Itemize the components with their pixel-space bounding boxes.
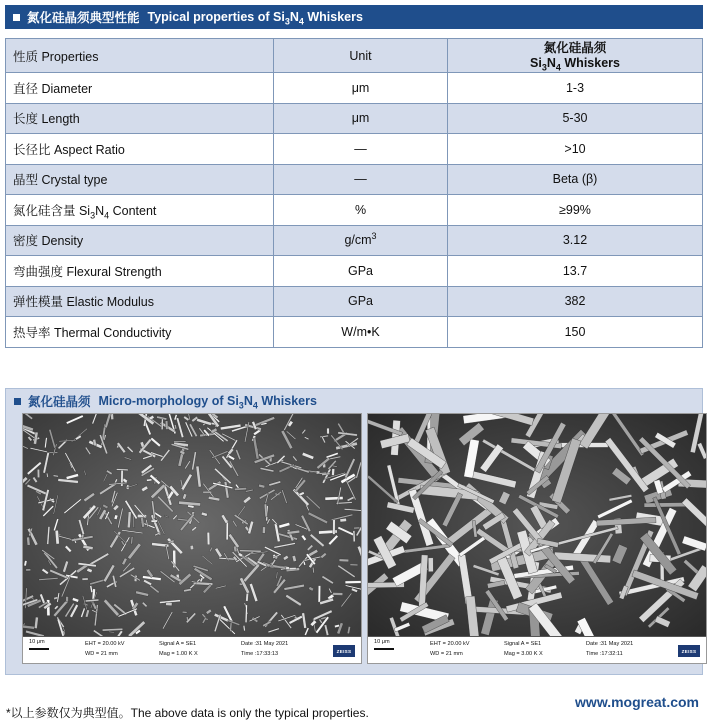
sem-info-bar bbox=[368, 636, 706, 663]
whisker-crystal bbox=[182, 611, 187, 613]
section-title-cn: 氮化硅晶须 bbox=[28, 395, 91, 409]
whisker-crystal bbox=[82, 578, 88, 581]
properties-section-header bbox=[5, 5, 703, 29]
section-title-cn: 氮化硅晶须典型性能 bbox=[27, 11, 140, 25]
table-row bbox=[6, 195, 703, 226]
header-property: 性质 Properties bbox=[6, 39, 274, 73]
square-bullet-icon bbox=[13, 14, 20, 21]
whisker-crystal bbox=[333, 520, 336, 535]
whisker-crystal bbox=[333, 592, 343, 595]
whisker-crystal bbox=[190, 545, 194, 549]
eht-label: EHT = 20.00 kV bbox=[430, 641, 470, 647]
whisker-crystal bbox=[345, 581, 361, 584]
sem-image-low-mag bbox=[22, 413, 362, 664]
square-bullet-icon bbox=[14, 398, 21, 405]
row-property: 热导率 Thermal Conductivity bbox=[6, 317, 274, 348]
row-unit: GPa bbox=[274, 256, 448, 287]
signal-label: Signal A = SE1 bbox=[504, 641, 542, 647]
header-product: 氮化硅晶须 $Si_3N_4$ Whiskers bbox=[448, 39, 703, 73]
date-label: Date :31 May 2021 bbox=[586, 641, 634, 647]
row-unit: μm bbox=[274, 103, 448, 134]
row-value: 5-30 bbox=[448, 103, 703, 134]
eht-label: EHT = 20.00 kV bbox=[85, 641, 125, 647]
whisker-crystal bbox=[161, 419, 163, 430]
whisker-crystal bbox=[203, 492, 212, 493]
row-property: 晶型 Crystal type bbox=[6, 164, 274, 195]
mag-label: Mag = 1.00 K X bbox=[159, 651, 198, 657]
row-unit: % bbox=[274, 195, 448, 226]
zeiss-logo: ZEISS bbox=[333, 645, 355, 657]
whisker-crystal bbox=[165, 421, 168, 430]
row-value: Beta (β) bbox=[448, 164, 703, 195]
scale-bar bbox=[29, 648, 49, 650]
table-row bbox=[6, 286, 703, 317]
wd-label: WD = 21 mm bbox=[85, 651, 118, 657]
whisker-crystal bbox=[37, 469, 39, 477]
whisker-crystal bbox=[66, 597, 69, 602]
time-label: Time :17:32:11 bbox=[586, 651, 623, 657]
row-property: 长度 Length bbox=[6, 103, 274, 134]
table-row bbox=[6, 317, 703, 348]
row-value: 382 bbox=[448, 286, 703, 317]
table-row bbox=[6, 164, 703, 195]
whisker-crystal bbox=[428, 558, 433, 572]
whisker-crystal bbox=[327, 428, 330, 434]
whisker-crystal bbox=[27, 537, 31, 545]
row-property: 弹性模量 Elastic Modulus bbox=[6, 286, 274, 317]
whisker-crystal bbox=[262, 527, 265, 534]
whisker-crystal bbox=[26, 569, 31, 571]
scale-label: 10 μm bbox=[29, 639, 45, 645]
row-property: 弯曲强度 Flexural Strength bbox=[6, 256, 274, 287]
row-value: 3.12 bbox=[448, 225, 703, 256]
whisker-crystal bbox=[174, 441, 186, 442]
morphology-panel bbox=[5, 388, 703, 675]
mag-label: Mag = 3.00 K X bbox=[504, 651, 543, 657]
section-title-en: Typical properties of $Si_3N_4$ Whiskers bbox=[147, 10, 363, 27]
table-row bbox=[6, 73, 703, 104]
scale-label: 10 μm bbox=[374, 639, 390, 645]
row-value: ≥99% bbox=[448, 195, 703, 226]
table-row bbox=[6, 103, 703, 134]
whisker-crystal bbox=[354, 527, 360, 529]
sem-image-high-mag bbox=[367, 413, 707, 664]
row-unit: — bbox=[274, 164, 448, 195]
table-row bbox=[6, 225, 703, 256]
table-row bbox=[6, 256, 703, 287]
row-value: 1-3 bbox=[448, 73, 703, 104]
row-value: >10 bbox=[448, 134, 703, 165]
whisker-crystal bbox=[151, 520, 157, 522]
morphology-section-header bbox=[6, 389, 317, 413]
footnote: *以上参数仅为典型值。The above data is only the typical properties. bbox=[6, 706, 369, 720]
row-value: 150 bbox=[448, 317, 703, 348]
website-link[interactable]: www.mogreat.com bbox=[575, 694, 699, 710]
whisker-crystal bbox=[350, 564, 358, 565]
row-unit: W/m•K bbox=[274, 317, 448, 348]
sem-info-bar bbox=[23, 636, 361, 663]
signal-label: Signal A = SE1 bbox=[159, 641, 197, 647]
section-title-en: Micro-morphology of $Si_3N_4$ Whiskers bbox=[98, 394, 317, 411]
zeiss-logo: ZEISS bbox=[678, 645, 700, 657]
row-property: 直径 Diameter bbox=[6, 73, 274, 104]
row-property: 氮化硅含量 $Si_3N_4$ Content bbox=[6, 195, 274, 226]
table-header-row bbox=[6, 39, 703, 73]
properties-table bbox=[5, 38, 703, 348]
row-property: 长径比 Aspect Ratio bbox=[6, 134, 274, 165]
row-unit: μm bbox=[274, 73, 448, 104]
whisker-crystal bbox=[207, 532, 210, 545]
whisker-crystal bbox=[644, 502, 688, 507]
whisker-crystal bbox=[147, 479, 152, 481]
row-value: 13.7 bbox=[448, 256, 703, 287]
whisker-crystal bbox=[332, 469, 335, 476]
whisker-crystal bbox=[325, 496, 343, 500]
row-unit: $g/cm^3$ bbox=[274, 225, 448, 256]
row-unit: — bbox=[274, 134, 448, 165]
wd-label: WD = 21 mm bbox=[430, 651, 463, 657]
whisker-crystal bbox=[339, 559, 349, 562]
sem-micrograph bbox=[23, 414, 361, 636]
date-label: Date :31 May 2021 bbox=[241, 641, 289, 647]
table-row bbox=[6, 134, 703, 165]
header-unit: Unit bbox=[274, 39, 448, 73]
time-label: Time :17:33:13 bbox=[241, 651, 279, 657]
whisker-crystal bbox=[340, 518, 347, 522]
whisker-crystal bbox=[318, 586, 321, 603]
sem-micrograph bbox=[368, 414, 706, 636]
row-property: 密度 Density bbox=[6, 225, 274, 256]
whisker-crystal bbox=[166, 602, 172, 606]
whisker-crystal bbox=[353, 531, 355, 542]
row-unit: GPa bbox=[274, 286, 448, 317]
scale-bar bbox=[374, 648, 394, 650]
